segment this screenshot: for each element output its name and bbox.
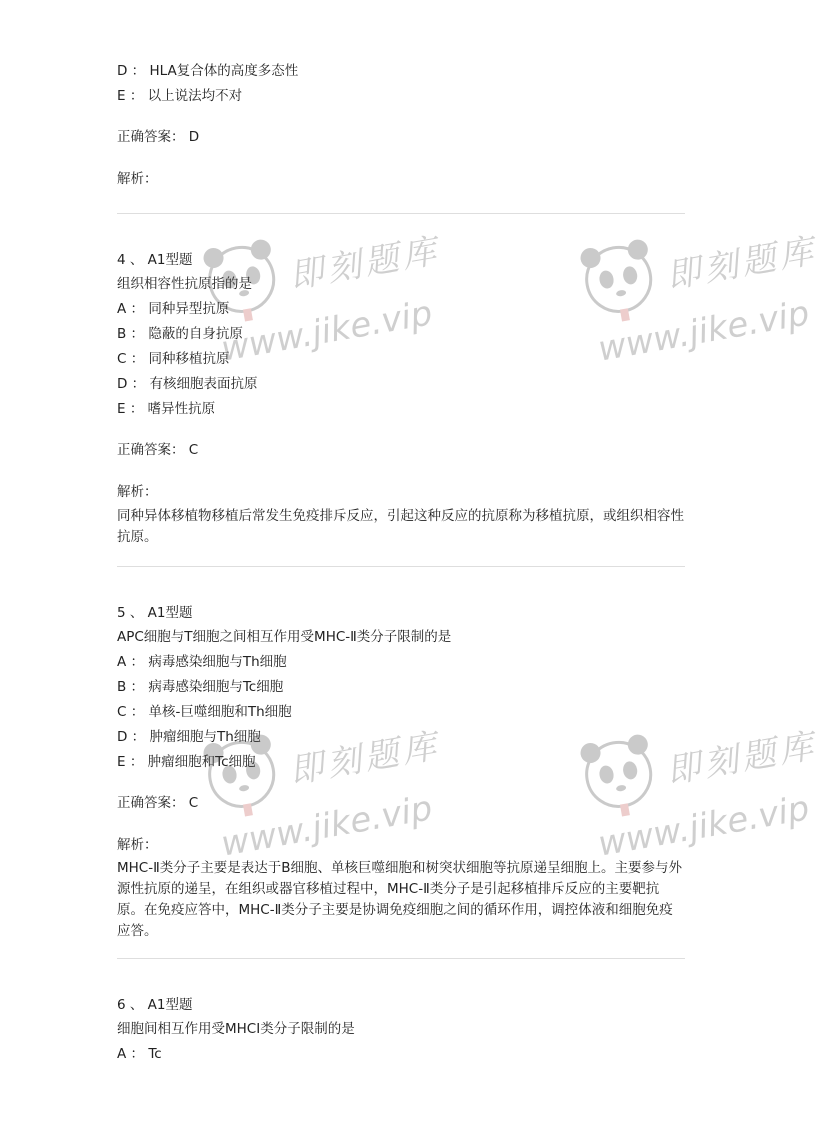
watermark-url: www.jike.vip (218, 788, 436, 865)
analysis-label: 解析： (117, 171, 158, 187)
question-stem: APC细胞与T细胞之间相互作用受MHC-Ⅱ类分子限制的是 (117, 629, 452, 645)
watermark-url: www.jike.vip (595, 293, 813, 370)
watermark (572, 205, 825, 393)
watermark (195, 205, 448, 393)
option-a: A ： 同种异型抗原 (117, 301, 230, 317)
question-divider (117, 566, 685, 567)
question-header: 6 、 A1型题 (117, 997, 193, 1013)
panda-logo-icon (572, 231, 666, 334)
question-stem: 组织相容性抗原指的是 (117, 276, 252, 292)
watermark-url: www.jike.vip (218, 293, 436, 370)
option-a: A ： 病毒感染细胞与Th细胞 (117, 654, 287, 670)
watermark-brand: 即刻题库 (286, 230, 444, 297)
watermark-url: www.jike.vip (595, 788, 813, 865)
watermark-clip (560, 720, 821, 920)
option-b: B ： 隐蔽的自身抗原 (117, 326, 243, 342)
watermark (572, 700, 825, 888)
correct-answer: 正确答案： C (117, 795, 199, 811)
option-e: E ： 肿瘤细胞和Tc细胞 (117, 754, 256, 770)
option-b: B ： 病毒感染细胞与Tc细胞 (117, 679, 284, 695)
question-divider (117, 213, 685, 214)
watermark-brand: 即刻题库 (663, 725, 821, 792)
question-header: 4 、 A1型题 (117, 252, 193, 268)
correct-answer: 正确答案： C (117, 442, 199, 458)
option-a: A ： Tc (117, 1046, 162, 1062)
watermark-brand: 即刻题库 (286, 725, 444, 792)
option-d: D ： HLA复合体的高度多态性 (117, 63, 299, 79)
panda-logo-icon (572, 726, 666, 829)
watermark-clip (560, 225, 821, 425)
question-stem: 细胞间相互作用受MHCⅠ类分子限制的是 (117, 1021, 355, 1037)
option-c: C ： 单核-巨噬细胞和Th细胞 (117, 704, 292, 720)
option-d: D ： 肿瘤细胞与Th细胞 (117, 729, 261, 745)
option-c: C ： 同种移植抗原 (117, 351, 230, 367)
question-divider (117, 958, 685, 959)
question-header: 5 、 A1型题 (117, 605, 193, 621)
option-e: E ： 以上说法均不对 (117, 88, 243, 104)
analysis-text: 同种异体移植物移植后常发生免疫排斥反应，引起这种反应的抗原称为移植抗原，或组织相容性抗原。 (117, 508, 684, 545)
analysis-text: MHC-Ⅱ类分子主要是表达于B细胞、单核巨噬细胞和树突状细胞等抗原递呈细胞上。主要参与外源性抗原的递呈，在组织或器官移植过程中，MHC-Ⅱ类分子是引起移植排斥反应的主要靶抗原。在免疫应答中，MHC-Ⅱ类分子主要是协调免疫细胞之间的循环作用，调控体液和细胞免疫应答。 (117, 860, 683, 939)
analysis-label: 解析： (117, 484, 158, 500)
watermark-brand: 即刻题库 (663, 230, 821, 297)
analysis-label: 解析： (117, 837, 158, 853)
correct-answer: 正确答案： D (117, 129, 200, 145)
option-d: D ： 有核细胞表面抗原 (117, 376, 258, 392)
option-e: E ： 嗜异性抗原 (117, 401, 216, 417)
